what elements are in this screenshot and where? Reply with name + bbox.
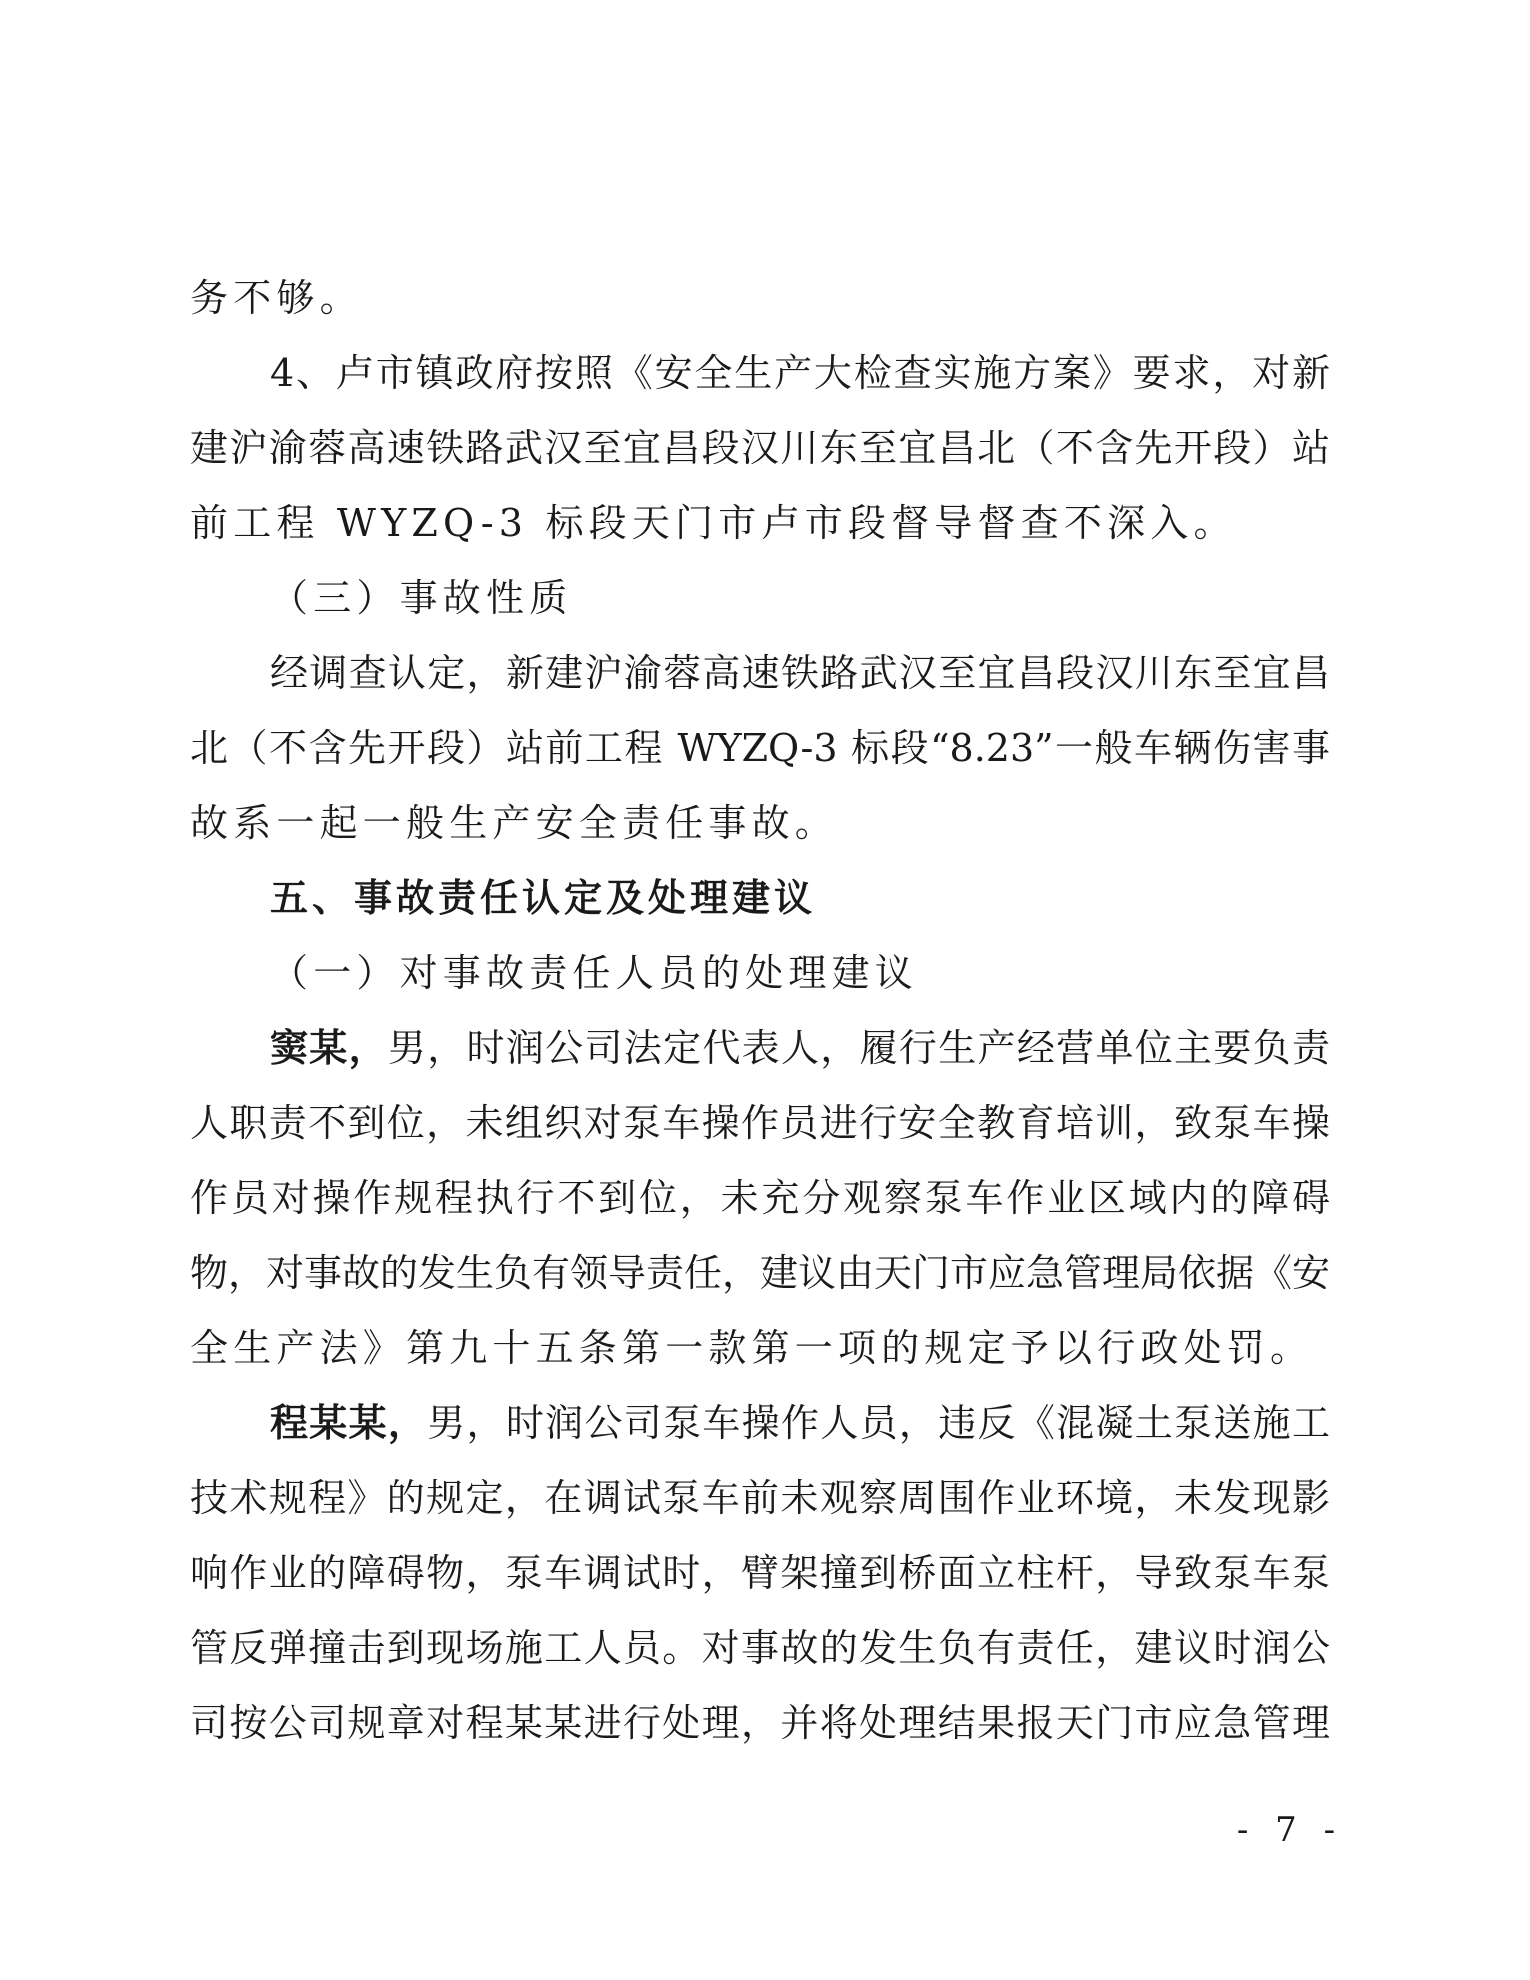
paragraph-line: 全生产法》第九十五条第一款第一项的规定予以行政处罚。 xyxy=(190,1326,1314,1370)
paragraph-line: 物，对事故的发生负有领导责任，建议由天门市应急管理局依据《安 xyxy=(190,1251,1331,1295)
paragraph-line: 司按公司规章对程某某进行处理，并将处理结果报天门市应急管理 xyxy=(190,1701,1330,1745)
paragraph-line: 响作业的障碍物，泵车调试时，臂架撞到桥面立柱杆，导致泵车泵 xyxy=(190,1551,1330,1595)
paragraph-line: 人职责不到位，未组织对泵车操作员进行安全教育培训，致泵车操 xyxy=(190,1101,1330,1145)
paragraph-line xyxy=(270,1012,1330,1084)
section-subheading: （一）对事故责任人员的处理建议 xyxy=(270,951,919,995)
paragraph-text: 男，时润公司泵车操作人员，违反《混凝土泵送施工 xyxy=(427,1401,1330,1445)
section-heading: 五、事故责任认定及处理建议 xyxy=(270,876,817,920)
paragraph-line xyxy=(270,1387,1330,1459)
paragraph-line: 管反弹撞击到现场施工人员。对事故的发生负有责任，建议时润公 xyxy=(190,1626,1330,1670)
paragraph-text: 男，时润公司法定代表人，履行生产经营单位主要负责 xyxy=(387,1026,1330,1070)
paragraph-line: 建沪渝蓉高速铁路武汉至宜昌段汉川东至宜昌北（不含先开段）站 xyxy=(190,426,1330,470)
paragraph-line: 前工程 WYZQ-3 标段天门市卢市段督导督查不深入。 xyxy=(190,501,1237,545)
paragraph-line: 作员对操作规程执行不到位，未充分观察泵车作业区域内的障碍 xyxy=(190,1176,1330,1220)
person-name: 程某某， xyxy=(270,1400,428,1445)
paragraph-line: 务不够。 xyxy=(190,276,363,320)
paragraph-line: 经调查认定，新建沪渝蓉高速铁路武汉至宜昌段汉川东至宜昌 xyxy=(270,651,1330,695)
paragraph-line: 技术规程》的规定，在调试泵车前未观察周围作业环境，未发现影 xyxy=(190,1476,1330,1520)
paragraph-line: 北（不含先开段）站前工程 WYZQ-3 标段“8.23”一般车辆伤害事 xyxy=(190,726,1330,770)
paragraph-line: 4、卢市镇政府按照《安全生产大检查实施方案》要求，对新 xyxy=(270,351,1330,395)
person-name: 窦某， xyxy=(270,1025,388,1070)
paragraph-line: 故系一起一般生产安全责任事故。 xyxy=(190,801,839,845)
page-number: - 7 - xyxy=(1236,1810,1344,1850)
section-subheading: （三）事故性质 xyxy=(270,576,573,620)
